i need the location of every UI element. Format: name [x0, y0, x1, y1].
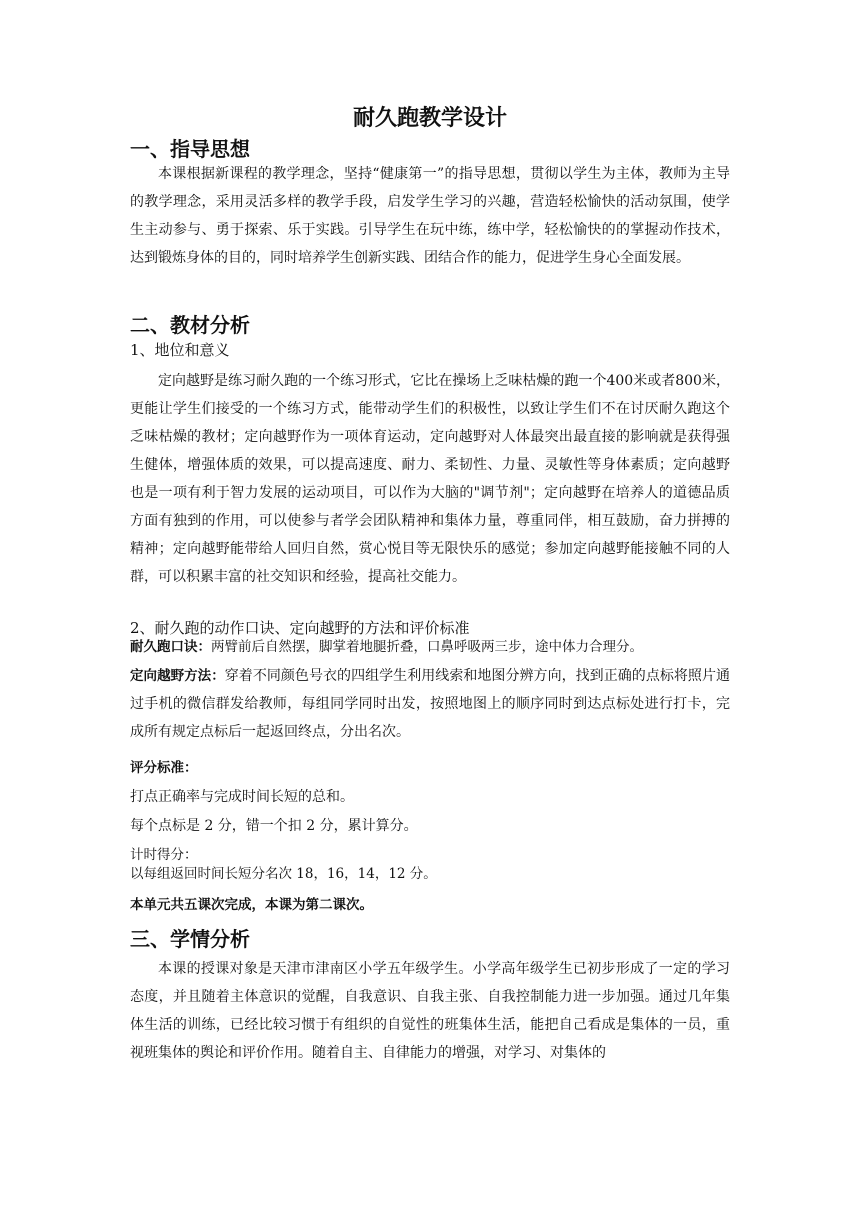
section-heading-guiding-ideology: 一、指导思想	[130, 137, 250, 161]
scoring-standard-label: 评分标准：	[130, 760, 198, 776]
status-significance-paragraph: 定向越野是练习耐久跑的一个练习形式，它比在操场上乏味枯燥的跑一个400米或者800米，更能让学生们接受的一个练习方式，能带动学生们的积极性，以致让学生们不在讨厌耐久跑这个乏味枯燥的教材；定向越野作为一项体育运动，定向越野对人体最突出最直接的影响就是获得强生健体，增强体质的效果，可以提高速度、耐力、柔韧性、力量、灵敏性等身体素质；定向越野也是一项有利于智力发展的运动项目，可以作为大脑的"调节剂"；定向越野在培养人的道德品质方面有独到的作用，可以使参与者学会团队精神和集体力量，尊重同伴，相互鼓励，奋力拼搏的精神；定向越野能带给人回归自然，赏心悦目等无限快乐的感觉；参加定向越野能接触不同的人群，可以积累丰富的社交知识和经验，提高社交能力。	[130, 373, 730, 585]
timing-score-label: 计时得分：	[130, 847, 198, 863]
scoring-line-2: 每个点标是 2 分，错一个扣 2 分，累计算分。	[130, 818, 418, 834]
timing-score-text: 以每组返回时间长短分名次 18，16，14，12 分。	[130, 866, 437, 882]
scoring-line-1: 打点正确率与完成时间长短的总和。	[130, 789, 354, 805]
learner-analysis-paragraph: 本课的授课对象是天津市津南区小学五年级学生。小学高年级学生已初步形成了一定的学习态度，并且随着主体意识的觉醒，自我意识、自我主张、自我控制能力进一步加强。通过几年集体生活的训练，已经比较习惯于有组织的自觉性的班集体生活，能把自己看成是集体的一员，重视班集体的舆论和评价作用。随着自主、自律能力的增强，对学习、对集体的	[130, 961, 730, 1061]
formula-label: 耐久跑口诀：	[130, 639, 211, 655]
subheading-methods-standards: 2、耐久跑的动作口诀、定向越野的方法和评价标准	[130, 619, 470, 637]
unit-note: 本单元共五课次完成，本课为第二课次。	[130, 897, 373, 913]
method-text: 穿着不同颜色号衣的四组学生利用线索和地图分辨方向，找到正确的点标将照片通过手机的微信群发给教师，每组同学同时出发，按照地图上的顺序同时到达点标处进行打卡，完成所有规定点标后一起返回终点，分出名次。	[130, 668, 730, 740]
document-title: 耐久跑教学设计	[352, 106, 507, 131]
method-label: 定向越野方法：	[130, 668, 225, 684]
section-heading-learner-analysis: 三、学情分析	[130, 927, 250, 951]
endurance-run-formula	[130, 636, 730, 658]
orienteering-method-paragraph	[130, 662, 730, 746]
section-heading-material-analysis: 二、教材分析	[130, 313, 250, 337]
formula-text: 两臂前后自然摆，脚掌着地腿折叠，口鼻呼吸两三步，途中体力合理分。	[211, 639, 643, 655]
subheading-status-significance: 1、地位和意义	[130, 341, 230, 359]
guiding-ideology-paragraph: 本课根据新课程的教学理念，坚持“健康第一”的指导思想，贯彻以学生为主体，教师为主导的教学理念，采用灵活多样的教学手段，启发学生学习的兴趣，营造轻松愉快的活动氛围，使学生主动参与、勇于探索、乐于实践。引导学生在玩中练，练中学，轻松愉快的的掌握动作技术，达到锻炼身体的目的，同时培养学生创新实践、团结合作的能力，促进学生身心全面发展。	[130, 166, 730, 266]
